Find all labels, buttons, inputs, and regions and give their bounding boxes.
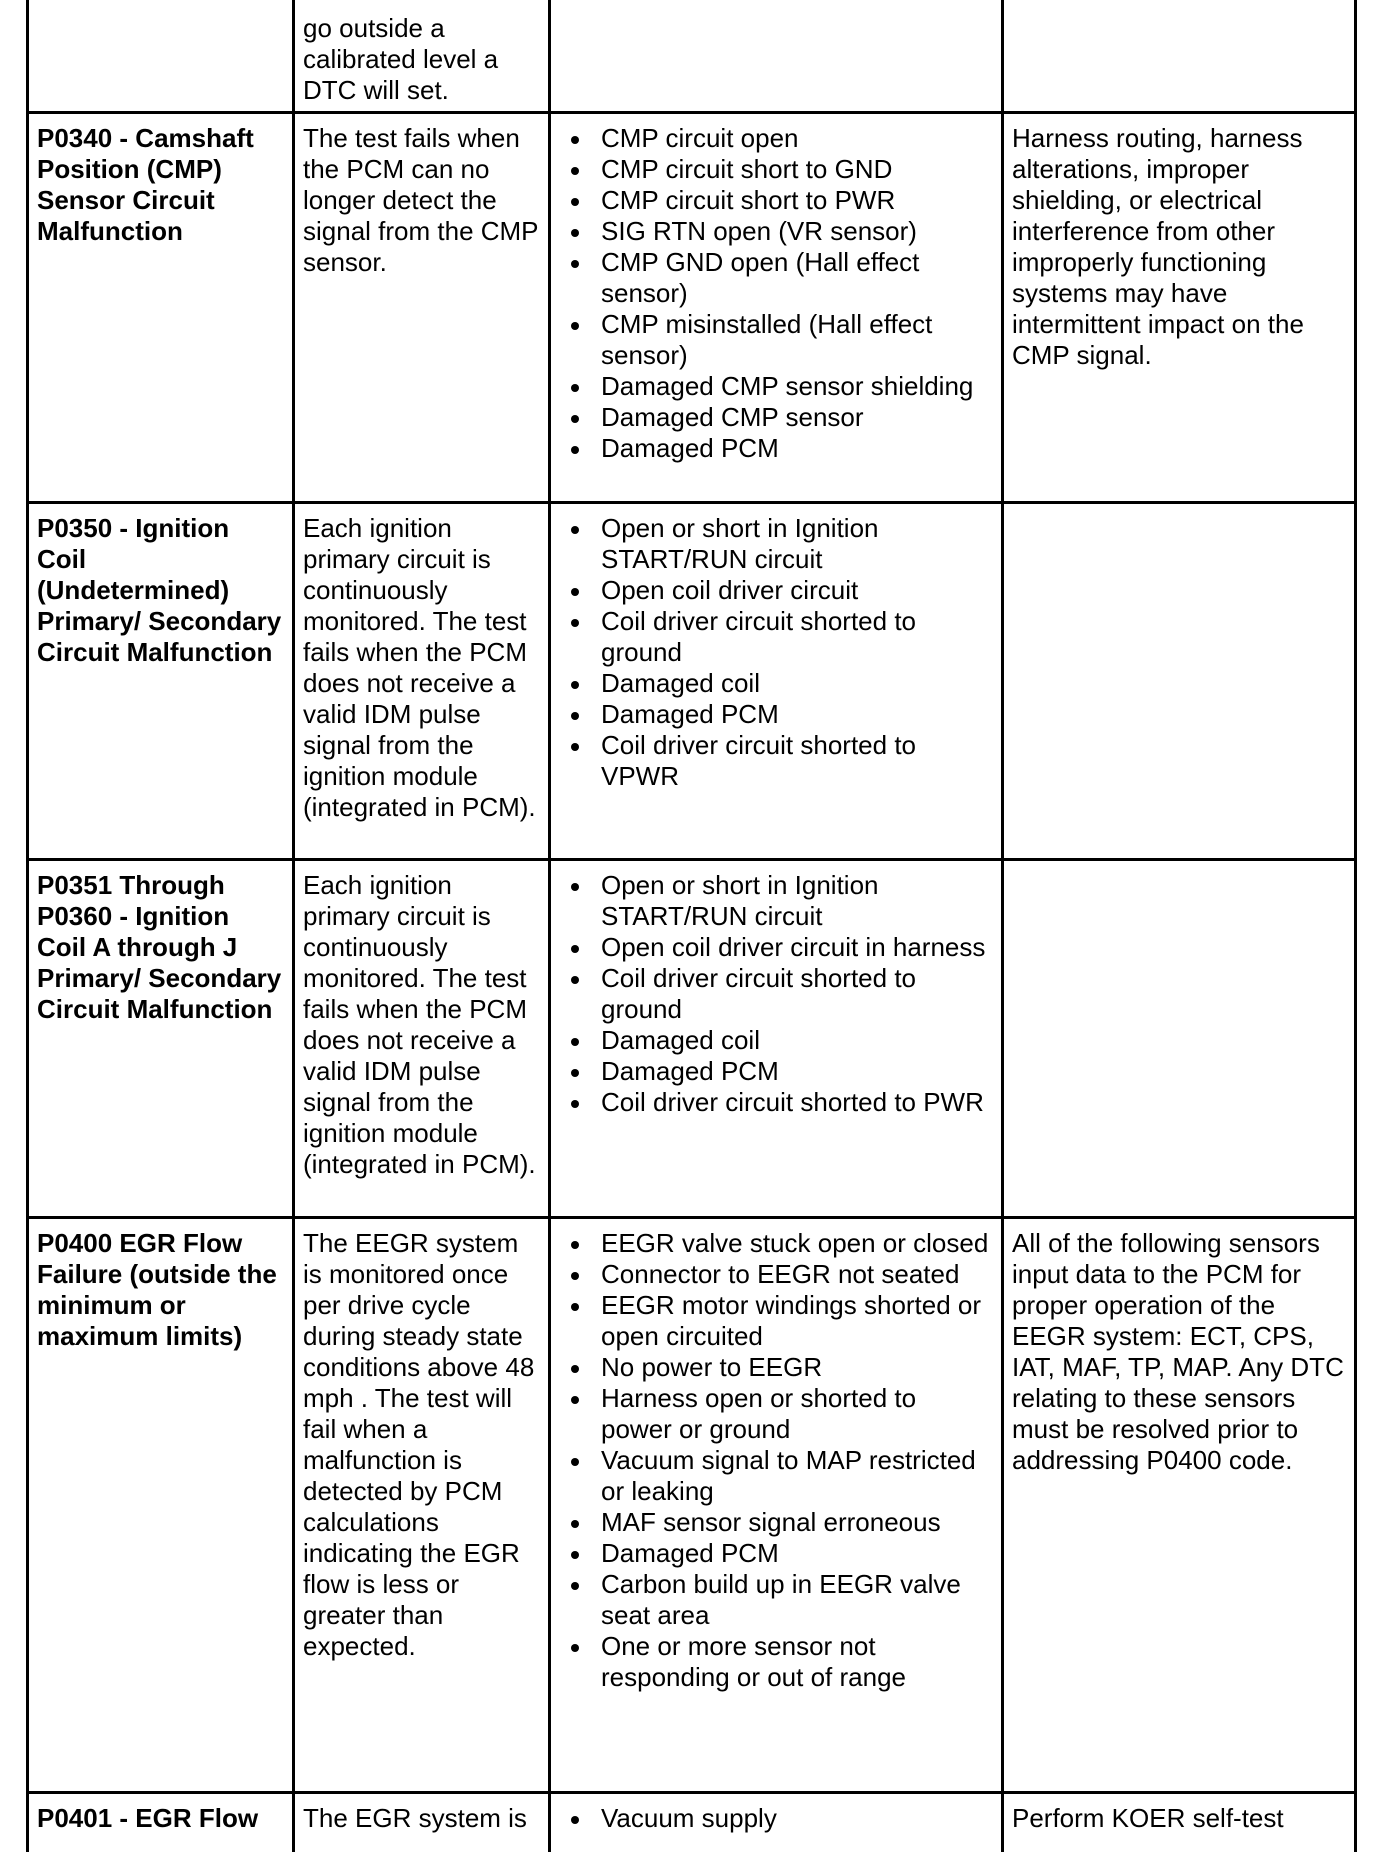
action-cell [1003,0,1356,112]
list-item: Damaged coil [601,1025,993,1056]
list-item: Vacuum supply [601,1803,993,1834]
list-item: CMP circuit open [601,123,993,154]
dtc-table [26,0,1357,1852]
list-item: Harness open or shorted to power or ground [601,1383,993,1445]
action-cell [1003,502,1356,859]
possible-causes-cell [550,0,1003,112]
causes-list [559,513,993,792]
table-row [28,502,1356,859]
list-item: Open or short in Ignition START/RUN circuit [601,513,993,575]
dtc-code-cell: P0400 EGR Flow Failure (outside the minimum or maximum limits) [28,1217,294,1792]
list-item: Carbon build up in EEGR valve seat area [601,1569,993,1631]
possible-causes-cell [550,1217,1003,1792]
test-condition-cell: The EEGR system is monitored once per drive cycle during steady state conditions above 48 mph . The test will fail when a malfunction is detected by PCM calculations indicating the EGR flow is less or greater than expected. [294,1217,550,1792]
list-item: Open or short in Ignition START/RUN circuit [601,870,993,932]
list-item: Damaged PCM [601,699,993,730]
list-item: EEGR valve stuck open or closed [601,1228,993,1259]
table-row [28,112,1356,502]
dtc-code-cell: P0340 - Camshaft Position (CMP) Sensor Circuit Malfunction [28,112,294,502]
list-item: Damaged coil [601,668,993,699]
list-item: Damaged PCM [601,433,993,464]
causes-list [559,123,993,464]
possible-causes-cell [550,1792,1003,1852]
list-item: Damaged CMP sensor shielding [601,371,993,402]
dtc-code-cell: P0350 - Ignition Coil (Undetermined) Primary/ Secondary Circuit Malfunction [28,502,294,859]
list-item: Open coil driver circuit in harness [601,932,993,963]
test-condition-cell: Each ignition primary circuit is continuously monitored. The test fails when the PCM does not receive a valid IDM pulse signal from the ignition module (integrated in PCM). [294,502,550,859]
list-item: No power to EEGR [601,1352,993,1383]
causes-list [559,870,993,1118]
list-item: SIG RTN open (VR sensor) [601,216,993,247]
action-cell: All of the following sensors input data to the PCM for proper operation of the EEGR system: ECT, CPS, IAT, MAF, TP, MAP. Any DTC relating to these sensors must be resolved prior to addressing P0400 code. [1003,1217,1356,1792]
causes-list [559,1228,993,1693]
list-item: Damaged CMP sensor [601,402,993,433]
test-condition-cell: Each ignition primary circuit is continuously monitored. The test fails when the PCM does not receive a valid IDM pulse signal from the ignition module (integrated in PCM). [294,859,550,1217]
possible-causes-cell [550,859,1003,1217]
table-row [28,1792,1356,1852]
list-item: Damaged PCM [601,1538,993,1569]
list-item: CMP circuit short to PWR [601,185,993,216]
table-row [28,0,1356,112]
list-item: EEGR motor windings shorted or open circuited [601,1290,993,1352]
list-item: MAF sensor signal erroneous [601,1507,993,1538]
test-condition-cell: go outside a calibrated level a DTC will set. [294,0,550,112]
list-item: Coil driver circuit shorted to PWR [601,1087,993,1118]
list-item: Vacuum signal to MAP restricted or leaking [601,1445,993,1507]
list-item: CMP circuit short to GND [601,154,993,185]
action-cell: Harness routing, harness alterations, improper shielding, or electrical interference from other improperly functioning systems may have intermittent impact on the CMP signal. [1003,112,1356,502]
possible-causes-cell [550,112,1003,502]
list-item: Open coil driver circuit [601,575,993,606]
dtc-code-cell [28,0,294,112]
list-item: Connector to EEGR not seated [601,1259,993,1290]
table-row [28,1217,1356,1792]
list-item: Damaged PCM [601,1056,993,1087]
action-cell: Perform KOER self-test [1003,1792,1356,1852]
action-cell [1003,859,1356,1217]
causes-list [559,1803,993,1834]
dtc-code-cell: P0401 - EGR Flow [28,1792,294,1852]
list-item: Coil driver circuit shorted to VPWR [601,730,993,792]
test-condition-cell: The test fails when the PCM can no longer detect the signal from the CMP sensor. [294,112,550,502]
list-item: CMP misinstalled (Hall effect sensor) [601,309,993,371]
list-item: Coil driver circuit shorted to ground [601,963,993,1025]
dtc-code-cell: P0351 Through P0360 - Ignition Coil A through J Primary/ Secondary Circuit Malfunction [28,859,294,1217]
list-item: Coil driver circuit shorted to ground [601,606,993,668]
table-row [28,859,1356,1217]
possible-causes-cell [550,502,1003,859]
list-item: CMP GND open (Hall effect sensor) [601,247,993,309]
test-condition-cell: The EGR system is [294,1792,550,1852]
list-item: One or more sensor not responding or out of range [601,1631,993,1693]
